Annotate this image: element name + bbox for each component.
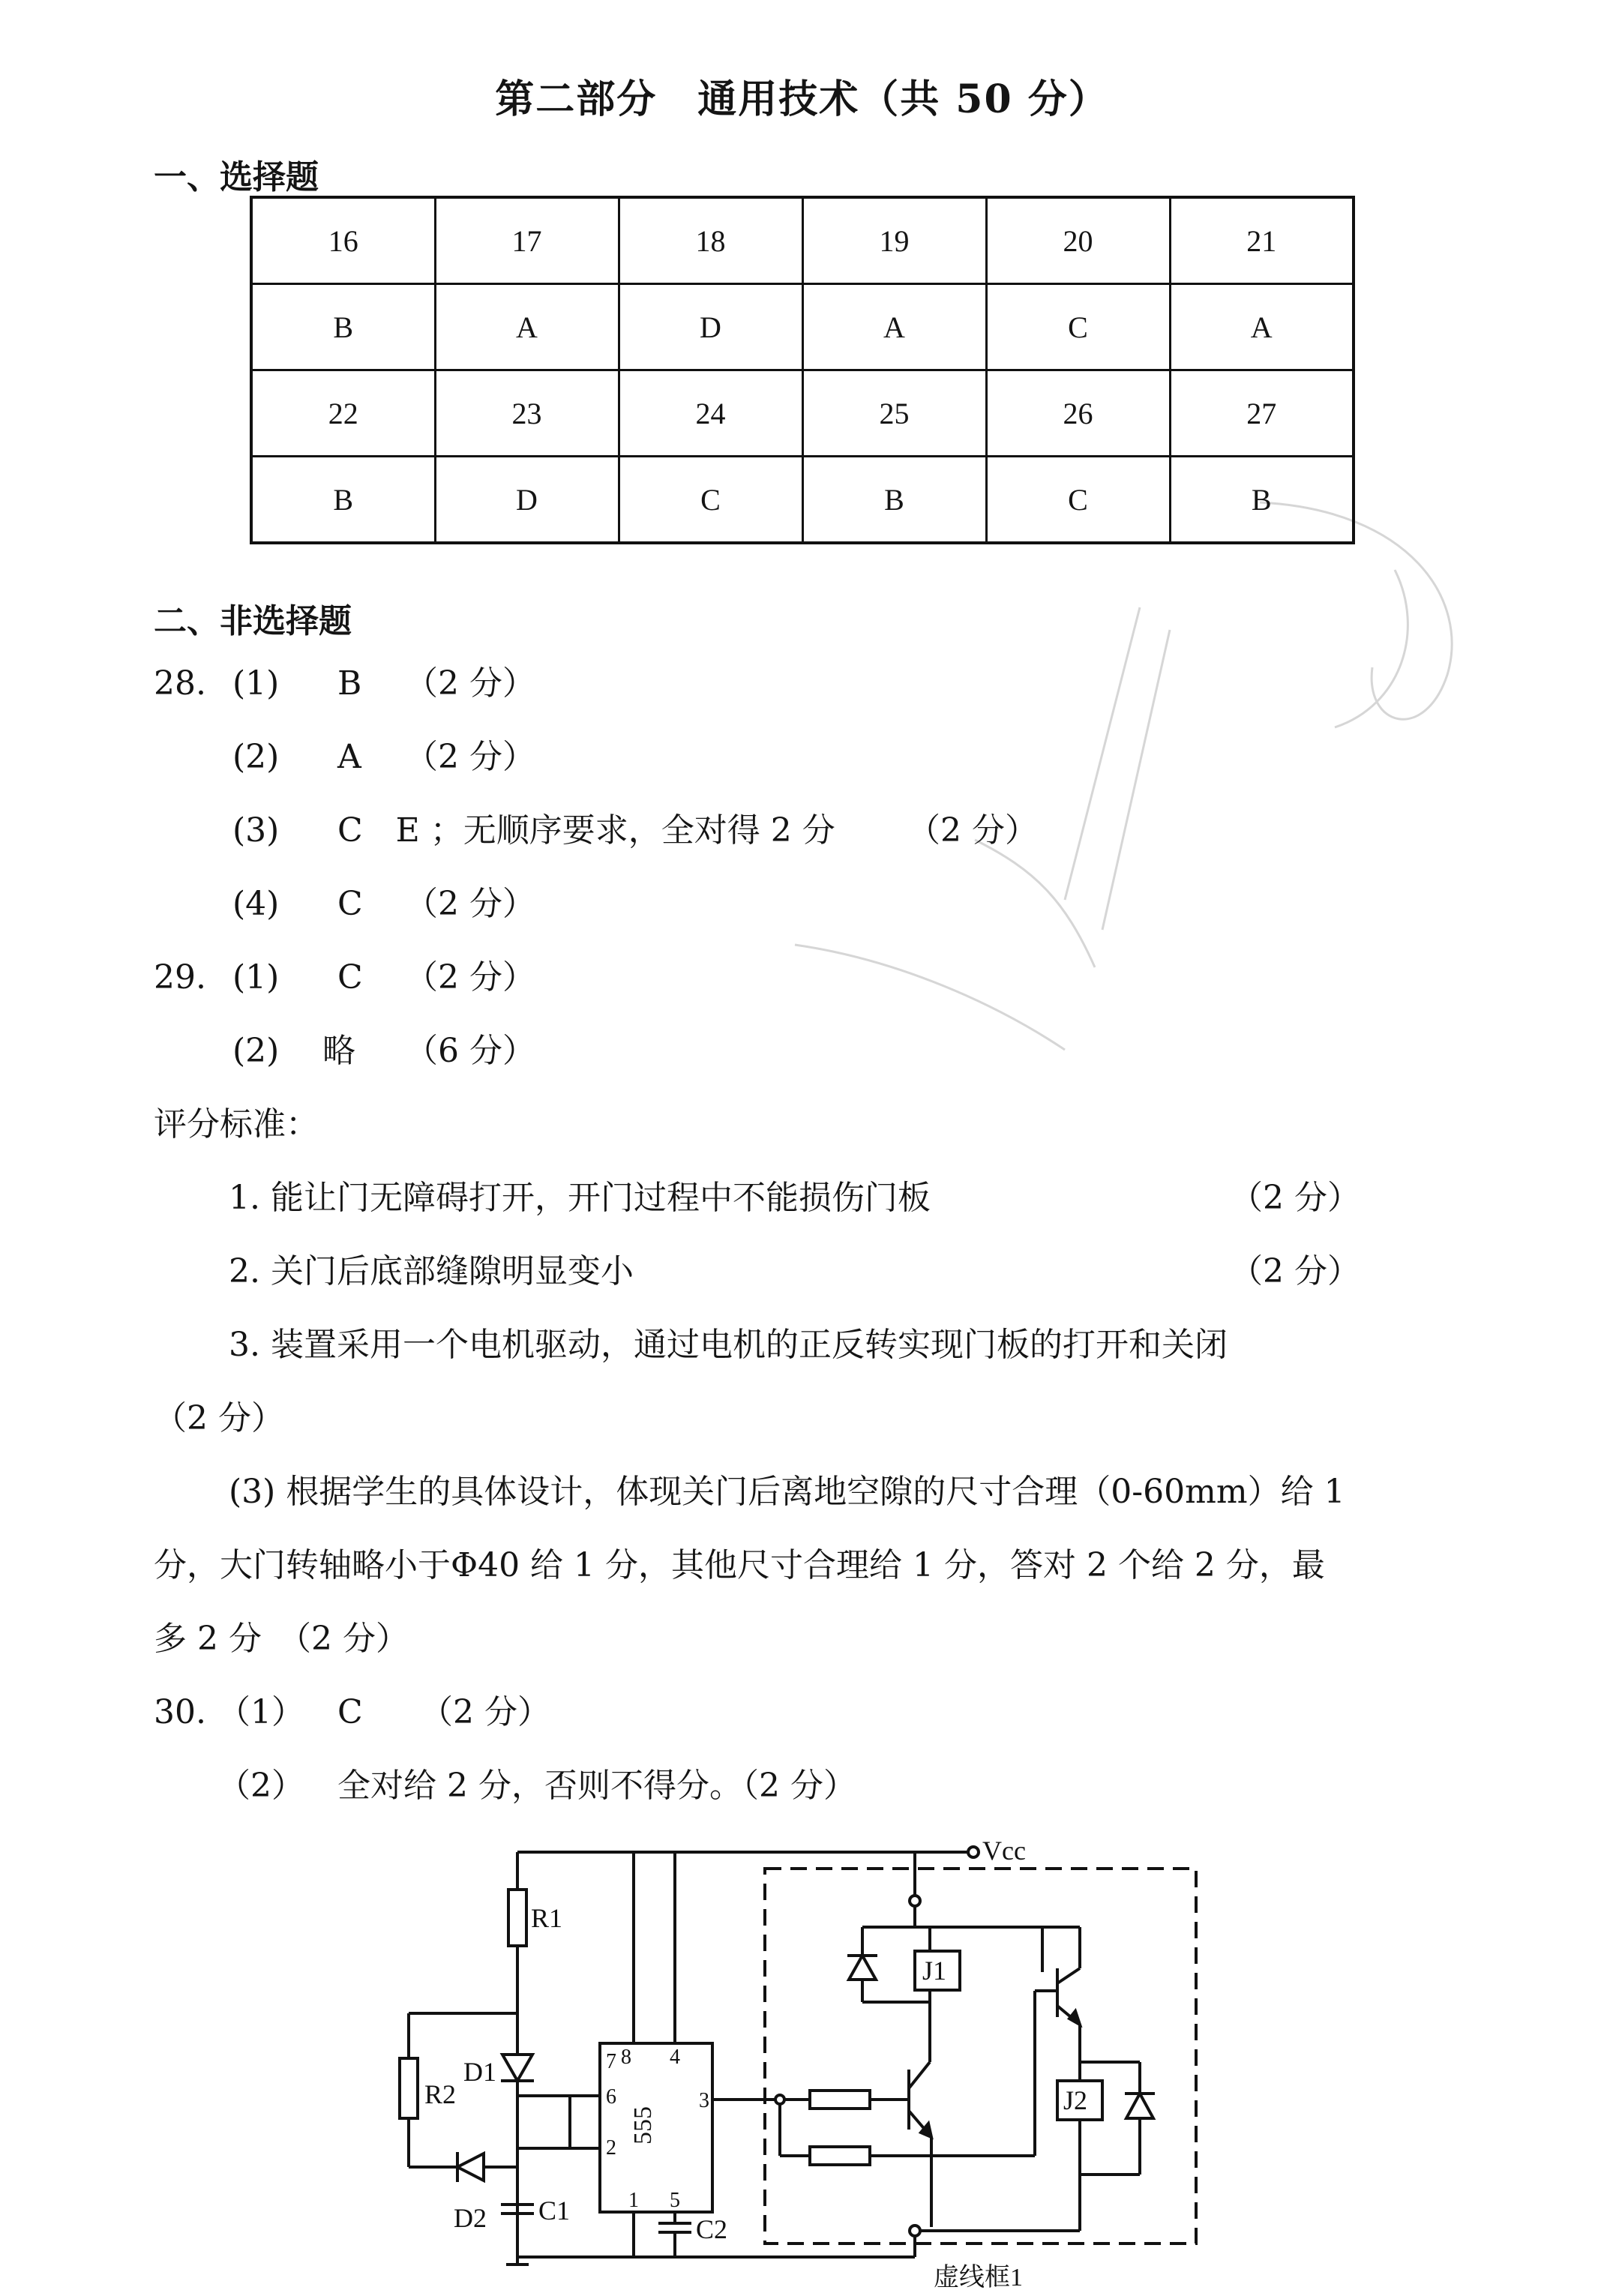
q28-1-score: （2 分） — [405, 664, 535, 703]
criteria-2-score: （2 分） — [1230, 1252, 1360, 1290]
table-row — [251, 457, 1354, 544]
c2-label: C2 — [696, 2214, 728, 2244]
table-cell: 18 — [619, 197, 802, 284]
circuit-diagram — [375, 1822, 1215, 2292]
q30-1-label: （1） — [217, 1693, 304, 1731]
pin-8-label: 8 — [621, 2046, 631, 2069]
resistor-base-1 — [810, 2091, 870, 2109]
criteria-3-line1: 3. 装置采用一个电机驱动，通过电机的正反转实现门板的打开和关闭 — [229, 1326, 1228, 1364]
q30-number: 30. — [154, 1693, 206, 1731]
j2-label: J2 — [1063, 2085, 1088, 2115]
q29-3-line2: 分，大门转轴略小于Φ40 给 1 分，其他尺寸合理给 1 分，答对 2 个给 2 分，最 — [154, 1546, 1325, 1584]
q28-4-score: （2 分） — [405, 885, 535, 923]
pin-3-label: 3 — [699, 2089, 709, 2112]
table-cell: C — [986, 284, 1170, 370]
q28-3-score: （2 分） — [907, 811, 1038, 850]
diode-j2 — [1126, 2094, 1153, 2118]
resistor-base-2 — [810, 2147, 870, 2165]
q29-2-answer: 略 — [322, 1032, 355, 1070]
page-title: 第二部分 通用技术（共 50 分） — [495, 76, 1109, 122]
ic-555-label: 555 — [629, 2106, 657, 2145]
q30-1-answer: C — [337, 1693, 363, 1731]
criteria-heading: 评分标准： — [154, 1105, 319, 1144]
pin-5-label: 5 — [670, 2189, 680, 2212]
diode-j1 — [849, 1956, 876, 1980]
table-cell: 23 — [435, 370, 619, 457]
pin-4-label: 4 — [670, 2046, 680, 2069]
watermark-graphic — [750, 480, 1500, 1095]
pin-6-label: 6 — [606, 2085, 616, 2109]
j1-label: J1 — [922, 1956, 947, 1986]
table-cell: B — [1170, 457, 1354, 544]
q28-3-answer: C E ；无顺序要求，全对得 2 分 — [337, 811, 835, 850]
q29-number: 29. — [154, 958, 206, 997]
table-row — [251, 197, 1354, 284]
q28-4-label: (4) — [232, 885, 280, 923]
table-cell: 16 — [251, 197, 435, 284]
criteria-1-score: （2 分） — [1230, 1179, 1360, 1217]
q28-2-answer: A — [337, 738, 361, 776]
q29-3-line3: 多 2 分 （2 分） — [154, 1620, 409, 1658]
vcc-label: Vcc — [982, 1836, 1026, 1866]
q29-1-label: (1) — [232, 958, 280, 997]
table-cell: 19 — [802, 197, 986, 284]
q28-3-label: (3) — [232, 811, 280, 850]
resistor-r1 — [508, 1890, 526, 1946]
table-cell: A — [1170, 284, 1354, 370]
q28-number: 28. — [154, 664, 206, 703]
table-row — [251, 284, 1354, 370]
q29-2-label: (2) — [232, 1032, 280, 1070]
dashed-box-1 — [765, 1869, 1196, 2244]
criteria-2-text: 2. 关门后底部缝隙明显变小 — [229, 1252, 634, 1290]
table-cell: 24 — [619, 370, 802, 457]
table-cell: A — [802, 284, 986, 370]
q29-1-answer: C — [337, 958, 363, 997]
d2-label: D2 — [454, 2203, 487, 2233]
r1-label: R1 — [531, 1903, 563, 1933]
table-cell: 25 — [802, 370, 986, 457]
q29-3-line1: (3) 根据学生的具体设计，体现关门后离地空隙的尺寸合理（0-60mm）给 1 — [229, 1473, 1345, 1511]
section-heading-choice: 一、选择题 — [154, 158, 319, 196]
q28-1-answer: B — [337, 664, 362, 703]
q30-2-text: 全对给 2 分，否则不得分。（2 分） — [337, 1767, 856, 1805]
table-cell: C — [619, 457, 802, 544]
table-cell: D — [435, 457, 619, 544]
q28-2-score: （2 分） — [405, 738, 535, 776]
q30-2-label: （2） — [217, 1767, 304, 1805]
table-cell: 27 — [1170, 370, 1354, 457]
diode-d2 — [457, 2154, 484, 2181]
answer-table — [250, 196, 1355, 544]
resistor-r2 — [400, 2058, 418, 2118]
q30-1-score: （2 分） — [420, 1693, 550, 1731]
d1-label: D1 — [463, 2057, 496, 2087]
table-cell: 20 — [986, 197, 1170, 284]
q28-4-answer: C — [337, 885, 363, 923]
table-cell: 21 — [1170, 197, 1354, 284]
pin-1-label: 1 — [628, 2189, 639, 2212]
table-cell: C — [986, 457, 1170, 544]
table-cell: 26 — [986, 370, 1170, 457]
q28-2-label: (2) — [232, 738, 280, 776]
c1-label: C1 — [538, 2196, 571, 2226]
table-row — [251, 370, 1354, 457]
table-cell: 17 — [435, 197, 619, 284]
section-heading-nonchoice: 二、非选择题 — [154, 602, 352, 640]
q28-1-label: (1) — [232, 664, 280, 703]
pin-7-label: 7 — [606, 2050, 616, 2073]
q29-1-score: （2 分） — [405, 958, 535, 997]
pin-2-label: 2 — [606, 2136, 616, 2160]
dashed-box-label: 虚线框1 — [934, 2264, 1023, 2292]
table-cell: A — [435, 284, 619, 370]
diode-d1 — [502, 2055, 532, 2081]
table-cell: D — [619, 284, 802, 370]
table-cell: B — [802, 457, 986, 544]
table-cell: B — [251, 284, 435, 370]
table-cell: 22 — [251, 370, 435, 457]
table-cell: B — [251, 457, 435, 544]
criteria-1-text: 1. 能让门无障碍打开，开门过程中不能损伤门板 — [229, 1179, 931, 1217]
q29-2-score: （6 分） — [405, 1032, 535, 1070]
r2-label: R2 — [424, 2079, 457, 2109]
criteria-3-line2: （2 分） — [154, 1399, 284, 1437]
